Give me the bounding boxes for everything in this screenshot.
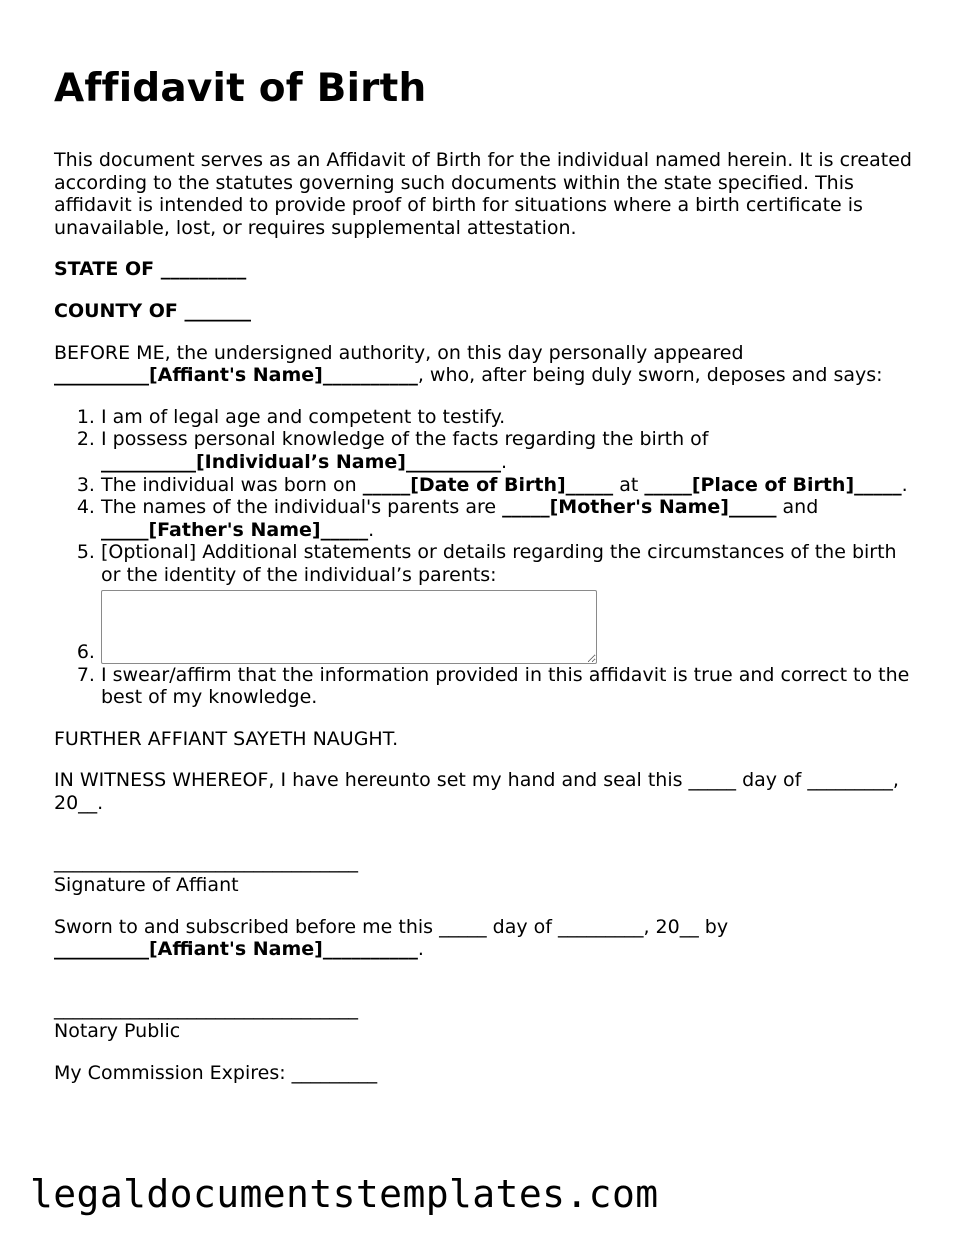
date-of-birth-placeholder: _____[Date of Birth]_____ [362,473,614,496]
witness-paragraph: IN WITNESS WHEREOF, I have hereunto set my hand and seal this _____ day of _________, 20__. [54,769,899,814]
affiant-name-placeholder: __________[Affiant's Name]__________ [54,938,418,961]
affidavit-document [54,62,914,1104]
item-text: I swear/affirm that the information provided in this affidavit is true and correct to the best of my knowledge. [101,663,910,709]
sworn-trail: . [417,938,424,961]
item-text: at [613,473,645,496]
item-text: . [901,473,908,496]
further-affiant-line: FURTHER AFFIANT SAYETH NAUGHT. [54,727,399,750]
item-text: I possess personal knowledge of the facts regarding the birth of [101,428,709,451]
notary-signature-block [54,998,914,1043]
list-item [101,541,914,586]
affiant-name-placeholder: __________[Affiant's Name]__________ [54,364,418,387]
father-name-placeholder: _____[Father's Name]_____ [101,518,369,541]
list-item [101,664,914,709]
intro-paragraph: This document serves as an Affidavit of Birth for the individual named herein. It is created according to the statutes governing such documents within the state specified. This affidavit is intended to provide proof of birth for situations where a birth certificate is unavailable, lost, or requires supplemental attestation. [54,149,912,239]
before-me-trail: , who, after being duly sworn, deposes and says: [417,364,883,387]
item-text: . [368,518,375,541]
item-text: and [776,496,819,519]
county-line: COUNTY OF _______ [54,299,252,322]
mother-name-placeholder: _____[Mother's Name]_____ [502,496,777,519]
affiant-signature-block [54,851,914,896]
notary-signature-line: ________________________________ [54,997,358,1020]
sworn-paragraph [54,916,914,961]
list-item [101,474,914,497]
list-item [101,428,914,473]
item-text: I am of legal age and competent to testify. [101,405,506,428]
commission-expires-line: My Commission Expires: _________ [54,1062,378,1085]
affiant-signature-label: Signature of Affiant [54,874,239,897]
list-item [101,406,914,429]
notary-signature-label: Notary Public [54,1020,181,1043]
place-of-birth-placeholder: _____[Place of Birth]_____ [644,473,902,496]
affiant-signature-line: ________________________________ [54,851,358,874]
list-item [101,587,914,664]
list-item [101,496,914,541]
individual-name-placeholder: __________[Individual’s Name]__________ [101,450,501,473]
page-title: Affidavit of Birth [54,66,427,111]
state-line: STATE OF _________ [54,258,247,281]
item-text: The names of the individual's parents are [101,496,503,519]
additional-statements-textarea[interactable] [101,590,597,664]
before-me-paragraph [54,342,914,387]
item-text: The individual was born on [101,473,363,496]
statements-list [54,406,914,709]
sworn-lead: Sworn to and subscribed before me this _____ day of _________, 20__ by [54,915,729,938]
before-me-lead: BEFORE ME, the undersigned authority, on this day personally appeared [54,341,744,364]
site-watermark: legaldocumentstemplates.com [30,1172,659,1216]
item-text: [Optional] Additional statements or details regarding the circumstances of the birth or the identity of the individual’s parents: [101,541,897,586]
item-text: . [500,450,508,473]
